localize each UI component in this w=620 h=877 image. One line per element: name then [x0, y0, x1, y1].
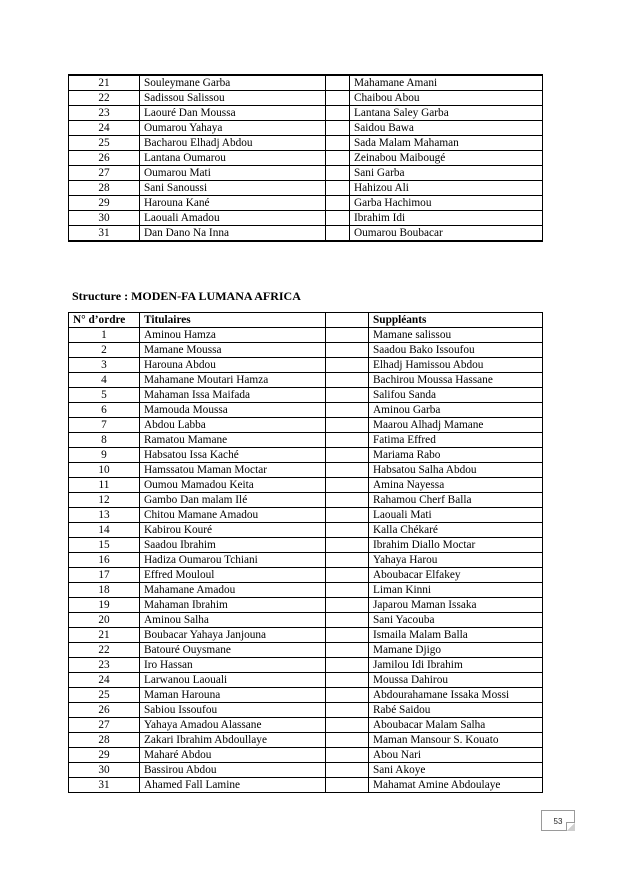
suppleant-cell: Rabé Saidou	[369, 703, 543, 718]
empty-cell	[326, 166, 350, 181]
empty-cell	[326, 583, 369, 598]
table-row	[69, 403, 543, 418]
order-number-cell: 27	[69, 166, 140, 181]
suppleant-cell: Moussa Dahirou	[369, 673, 543, 688]
order-number-cell: 29	[69, 196, 140, 211]
suppleant-cell: Rahamou Cherf Balla	[369, 493, 543, 508]
table-row	[69, 358, 543, 373]
empty-cell	[326, 553, 369, 568]
empty-cell	[326, 688, 369, 703]
titulaire-cell: Saadou Ibrahim	[140, 538, 326, 553]
empty-cell	[326, 433, 369, 448]
suppleant-cell: Aminou Garba	[369, 403, 543, 418]
order-number-cell: 26	[69, 703, 140, 718]
titulaire-cell: Mahamane Moutari Hamza	[140, 373, 326, 388]
empty-cell	[326, 523, 369, 538]
table-row	[69, 688, 543, 703]
order-number-cell: 16	[69, 553, 140, 568]
titulaire-cell: Sadissou Salissou	[140, 91, 326, 106]
suppleant-cell: Laouali Mati	[369, 508, 543, 523]
titulaire-cell: Boubacar Yahaya Janjouna	[140, 628, 326, 643]
suppleant-cell: Ibrahim Diallo Moctar	[369, 538, 543, 553]
table-row	[69, 418, 543, 433]
suppleant-cell: Oumarou Boubacar	[350, 226, 543, 242]
empty-cell	[326, 136, 350, 151]
order-number-cell: 26	[69, 151, 140, 166]
empty-cell	[326, 613, 369, 628]
order-number-cell: 7	[69, 418, 140, 433]
titulaire-cell: Oumarou Yahaya	[140, 121, 326, 136]
page-number: 53	[553, 817, 563, 826]
order-number-cell: 30	[69, 211, 140, 226]
order-number-cell: 23	[69, 658, 140, 673]
header-empty	[326, 313, 369, 328]
empty-cell	[326, 598, 369, 613]
empty-cell	[326, 75, 350, 91]
table-row	[69, 658, 543, 673]
page-corner-fold-icon	[566, 822, 575, 831]
order-number-cell: 13	[69, 508, 140, 523]
empty-cell	[326, 478, 369, 493]
table-row	[69, 328, 543, 343]
order-number-cell: 2	[69, 343, 140, 358]
order-number-cell: 21	[69, 628, 140, 643]
empty-cell	[326, 358, 369, 373]
titulaire-cell: Mamane Moussa	[140, 343, 326, 358]
titulaire-cell: Sani Sanoussi	[140, 181, 326, 196]
suppleant-cell: Mahamane Amani	[350, 75, 543, 91]
table-row	[69, 493, 543, 508]
titulaire-cell: Souleymane Garba	[140, 75, 326, 91]
order-number-cell: 25	[69, 136, 140, 151]
empty-cell	[326, 226, 350, 242]
suppleant-cell: Aboubacar Elfakey	[369, 568, 543, 583]
titulaire-cell: Chitou Mamane Amadou	[140, 508, 326, 523]
table-row	[69, 106, 543, 121]
table-row	[69, 703, 543, 718]
titulaire-cell: Hamssatou Maman Moctar	[140, 463, 326, 478]
table-row	[69, 196, 543, 211]
suppleant-cell: Chaibou Abou	[350, 91, 543, 106]
table-row	[69, 613, 543, 628]
empty-cell	[326, 733, 369, 748]
suppleant-cell: Hahizou Ali	[350, 181, 543, 196]
suppleant-cell: Habsatou Salha Abdou	[369, 463, 543, 478]
titulaire-cell: Lantana Oumarou	[140, 151, 326, 166]
order-number-cell: 21	[69, 75, 140, 91]
table-row	[69, 388, 543, 403]
table-row	[69, 478, 543, 493]
suppleant-cell: Aboubacar Malam Salha	[369, 718, 543, 733]
suppleant-cell: Ismaila Malam Balla	[369, 628, 543, 643]
table-row	[69, 508, 543, 523]
suppleant-cell: Salifou Sanda	[369, 388, 543, 403]
table-row	[69, 448, 543, 463]
empty-cell	[326, 418, 369, 433]
titulaire-cell: Bacharou Elhadj Abdou	[140, 136, 326, 151]
table-row	[69, 91, 543, 106]
order-number-cell: 18	[69, 583, 140, 598]
titulaire-cell: Gambo Dan malam Ilé	[140, 493, 326, 508]
table-row	[69, 718, 543, 733]
order-number-cell: 31	[69, 226, 140, 242]
table-row	[69, 433, 543, 448]
empty-cell	[326, 538, 369, 553]
empty-cell	[326, 568, 369, 583]
order-number-cell: 4	[69, 373, 140, 388]
order-number-cell: 24	[69, 121, 140, 136]
titulaire-cell: Mahaman Issa Maifada	[140, 388, 326, 403]
order-number-cell: 24	[69, 673, 140, 688]
suppleant-cell: Zeinabou Maibougé	[350, 151, 543, 166]
titulaire-cell: Mahamane Amadou	[140, 583, 326, 598]
suppleant-cell: Fatima Effred	[369, 433, 543, 448]
suppleant-cell: Maarou Alhadj Mamane	[369, 418, 543, 433]
titulaire-cell: Yahaya Amadou Alassane	[140, 718, 326, 733]
order-number-cell: 22	[69, 643, 140, 658]
suppleant-cell: Sada Malam Mahaman	[350, 136, 543, 151]
order-number-cell: 14	[69, 523, 140, 538]
table-row	[69, 181, 543, 196]
table-header-row	[69, 313, 543, 328]
order-number-cell: 5	[69, 388, 140, 403]
table-row	[69, 373, 543, 388]
titulaire-cell: Maharé Abdou	[140, 748, 326, 763]
suppleant-cell: Abou Nari	[369, 748, 543, 763]
suppleant-cell: Maman Mansour S. Kouato	[369, 733, 543, 748]
suppleant-cell: Ibrahim Idi	[350, 211, 543, 226]
titulaire-cell: Zakari Ibrahim Abdoullaye	[140, 733, 326, 748]
titulaire-cell: Abdou Labba	[140, 418, 326, 433]
empty-cell	[326, 151, 350, 166]
titulaire-cell: Harouna Kané	[140, 196, 326, 211]
suppleant-cell: Elhadj Hamissou Abdou	[369, 358, 543, 373]
order-number-cell: 28	[69, 181, 140, 196]
titulaire-cell: Mahaman Ibrahim	[140, 598, 326, 613]
order-number-cell: 6	[69, 403, 140, 418]
order-number-cell: 29	[69, 748, 140, 763]
empty-cell	[326, 748, 369, 763]
table-row	[69, 121, 543, 136]
table-row	[69, 343, 543, 358]
suppleant-cell: Sani Akoye	[369, 763, 543, 778]
suppleant-cell: Mamane Djigo	[369, 643, 543, 658]
suppleant-cell: Kalla Chékaré	[369, 523, 543, 538]
table-row	[69, 553, 543, 568]
order-number-cell: 17	[69, 568, 140, 583]
order-number-cell: 23	[69, 106, 140, 121]
order-number-cell: 20	[69, 613, 140, 628]
order-number-cell: 8	[69, 433, 140, 448]
empty-cell	[326, 508, 369, 523]
suppleant-cell: Japarou Maman Issaka	[369, 598, 543, 613]
titulaire-cell: Bassirou Abdou	[140, 763, 326, 778]
order-number-cell: 22	[69, 91, 140, 106]
empty-cell	[326, 388, 369, 403]
suppleant-cell: Mariama Rabo	[369, 448, 543, 463]
empty-cell	[326, 718, 369, 733]
titulaire-cell: Batouré Ouysmane	[140, 643, 326, 658]
moden-fa-lumana-candidates-table	[68, 312, 543, 793]
suppleant-cell: Liman Kinni	[369, 583, 543, 598]
titulaire-cell: Iro Hassan	[140, 658, 326, 673]
empty-cell	[326, 493, 369, 508]
titulaire-cell: Larwanou Laouali	[140, 673, 326, 688]
titulaire-cell: Hadiza Oumarou Tchiani	[140, 553, 326, 568]
empty-cell	[326, 181, 350, 196]
table-row	[69, 733, 543, 748]
order-number-cell: 28	[69, 733, 140, 748]
empty-cell	[326, 448, 369, 463]
titulaire-cell: Ramatou Mamane	[140, 433, 326, 448]
empty-cell	[326, 673, 369, 688]
empty-cell	[326, 106, 350, 121]
structure-title: Structure : MODEN-FA LUMANA AFRICA	[72, 289, 301, 303]
table-row	[69, 166, 543, 181]
header-suppleants: Suppléants	[369, 313, 543, 328]
order-number-cell: 10	[69, 463, 140, 478]
table-row	[69, 151, 543, 166]
table-row	[69, 763, 543, 778]
candidates-table-continued	[68, 74, 543, 242]
order-number-cell: 25	[69, 688, 140, 703]
empty-cell	[326, 196, 350, 211]
empty-cell	[326, 778, 369, 793]
titulaire-cell: Maman Harouna	[140, 688, 326, 703]
order-number-cell: 1	[69, 328, 140, 343]
page-number-badge	[541, 810, 575, 831]
order-number-cell: 3	[69, 358, 140, 373]
order-number-cell: 31	[69, 778, 140, 793]
titulaire-cell: Ahamed Fall Lamine	[140, 778, 326, 793]
order-number-cell: 9	[69, 448, 140, 463]
titulaire-cell: Sabiou Issoufou	[140, 703, 326, 718]
table-row	[69, 778, 543, 793]
suppleant-cell: Sani Garba	[350, 166, 543, 181]
table-row	[69, 748, 543, 763]
suppleant-cell: Mamane salissou	[369, 328, 543, 343]
empty-cell	[326, 703, 369, 718]
suppleant-cell: Garba Hachimou	[350, 196, 543, 211]
empty-cell	[326, 211, 350, 226]
suppleant-cell: Amina Nayessa	[369, 478, 543, 493]
order-number-cell: 27	[69, 718, 140, 733]
empty-cell	[326, 763, 369, 778]
table-row	[69, 226, 543, 242]
empty-cell	[326, 91, 350, 106]
empty-cell	[326, 328, 369, 343]
order-number-cell: 15	[69, 538, 140, 553]
titulaire-cell: Dan Dano Na Inna	[140, 226, 326, 242]
suppleant-cell: Saadou Bako Issoufou	[369, 343, 543, 358]
table-row	[69, 75, 543, 91]
suppleant-cell: Bachirou Moussa Hassane	[369, 373, 543, 388]
empty-cell	[326, 343, 369, 358]
table-row	[69, 628, 543, 643]
table-row	[69, 568, 543, 583]
suppleant-cell: Abdourahamane Issaka Mossi	[369, 688, 543, 703]
titulaire-cell: Mamouda Moussa	[140, 403, 326, 418]
empty-cell	[326, 628, 369, 643]
header-titulaires: Titulaires	[140, 313, 326, 328]
suppleant-cell: Yahaya Harou	[369, 553, 543, 568]
table-row	[69, 643, 543, 658]
titulaire-cell: Effred Mouloul	[140, 568, 326, 583]
order-number-cell: 11	[69, 478, 140, 493]
titulaire-cell: Harouna Abdou	[140, 358, 326, 373]
suppleant-cell: Sani Yacouba	[369, 613, 543, 628]
table-row	[69, 583, 543, 598]
empty-cell	[326, 463, 369, 478]
table-row	[69, 463, 543, 478]
table-row	[69, 538, 543, 553]
suppleant-cell: Saidou Bawa	[350, 121, 543, 136]
titulaire-cell: Habsatou Issa Kaché	[140, 448, 326, 463]
titulaire-cell: Aminou Hamza	[140, 328, 326, 343]
table-row	[69, 598, 543, 613]
titulaire-cell: Laouali Amadou	[140, 211, 326, 226]
suppleant-cell: Jamilou Idi Ibrahim	[369, 658, 543, 673]
empty-cell	[326, 373, 369, 388]
header-order-number: N° d’ordre	[69, 313, 140, 328]
table-row	[69, 673, 543, 688]
suppleant-cell: Lantana Saley Garba	[350, 106, 543, 121]
table-row	[69, 136, 543, 151]
titulaire-cell: Aminou Salha	[140, 613, 326, 628]
titulaire-cell: Laouré Dan Moussa	[140, 106, 326, 121]
empty-cell	[326, 121, 350, 136]
empty-cell	[326, 403, 369, 418]
titulaire-cell: Oumarou Mati	[140, 166, 326, 181]
titulaire-cell: Kabirou Kouré	[140, 523, 326, 538]
suppleant-cell: Mahamat Amine Abdoulaye	[369, 778, 543, 793]
empty-cell	[326, 643, 369, 658]
table-row	[69, 211, 543, 226]
titulaire-cell: Oumou Mamadou Keita	[140, 478, 326, 493]
order-number-cell: 12	[69, 493, 140, 508]
table-row	[69, 523, 543, 538]
empty-cell	[326, 658, 369, 673]
order-number-cell: 19	[69, 598, 140, 613]
order-number-cell: 30	[69, 763, 140, 778]
